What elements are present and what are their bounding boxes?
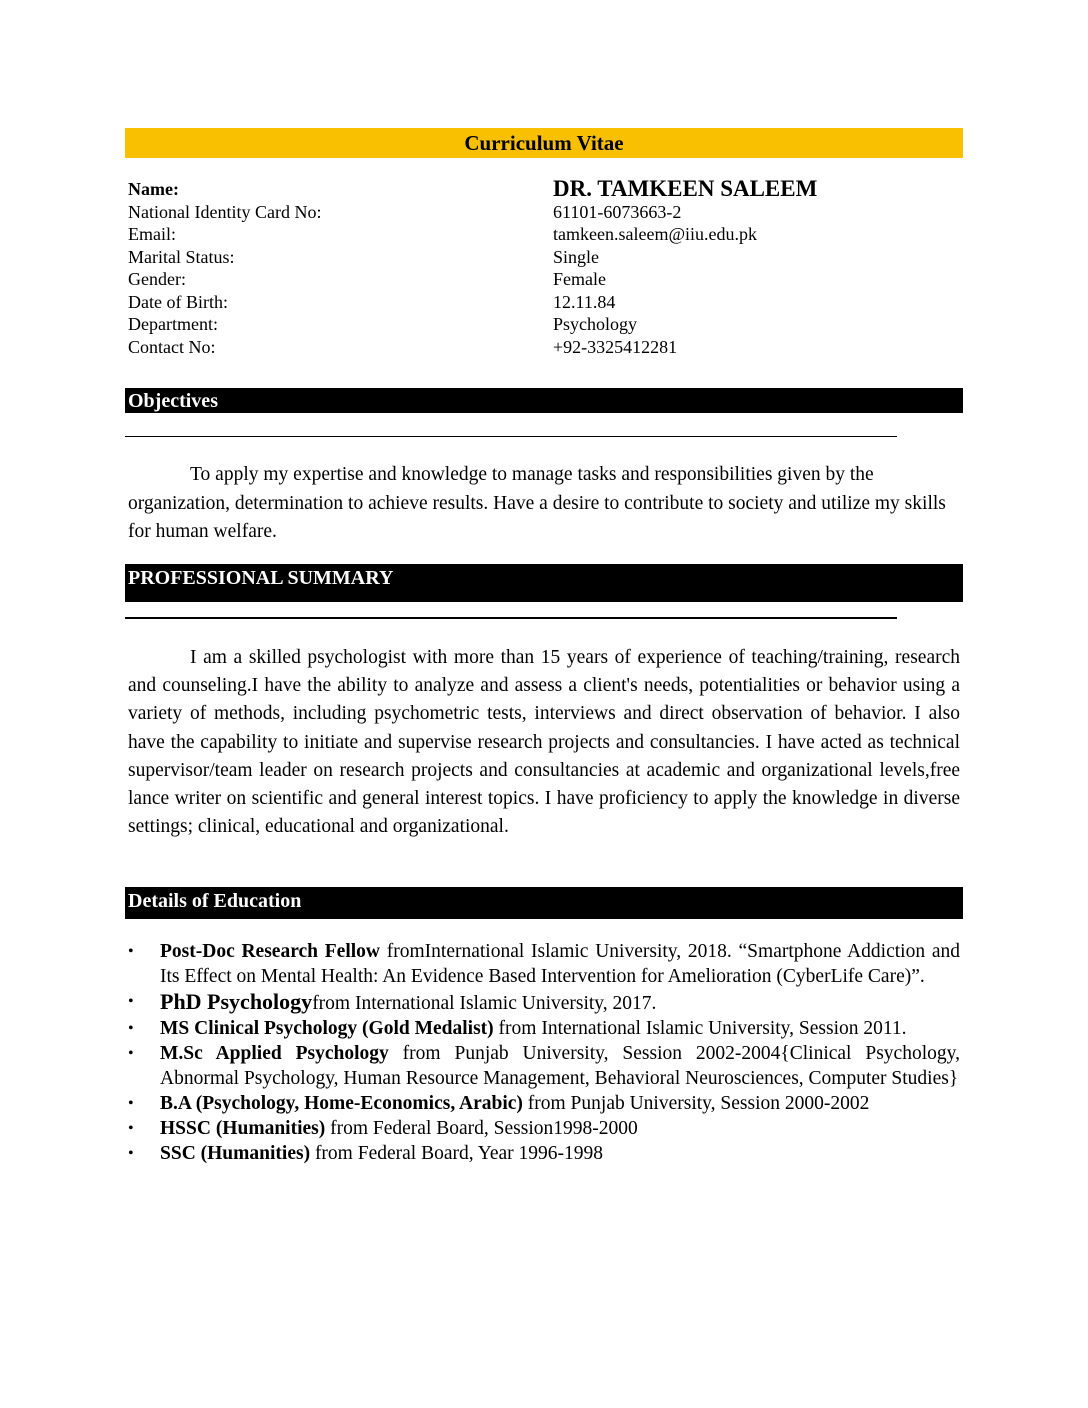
bullet-icon: • — [128, 993, 134, 1010]
personal-info — [128, 178, 963, 358]
info-label: Date of Birth: — [128, 291, 228, 312]
education-list — [128, 939, 960, 1166]
info-label: National Identity Card No: — [128, 201, 322, 222]
education-degree: SSC (Humanities) — [160, 1143, 311, 1164]
education-item — [128, 939, 960, 989]
info-value: Single — [553, 246, 600, 267]
education-detail: from International Islamic University, Session 2011. — [493, 1018, 907, 1039]
education-detail: from International Islamic University, 2017. — [312, 993, 657, 1014]
info-label: Email: — [128, 224, 176, 244]
objectives-divider — [125, 436, 897, 437]
info-row-contact — [128, 336, 963, 359]
info-label: Contact No: — [128, 336, 216, 357]
education-degree: M.Sc Applied Psychology — [160, 1043, 389, 1064]
info-value: Female — [553, 269, 606, 289]
bullet-icon: • — [128, 1045, 134, 1062]
info-value-name: DR. TAMKEEN SALEEM — [553, 176, 818, 201]
info-row-dob — [128, 291, 963, 314]
bullet-icon: • — [128, 943, 134, 960]
education-degree: Post-Doc Research Fellow — [160, 941, 381, 962]
info-value: 61101-6073663-2 — [553, 201, 682, 222]
summary-divider — [125, 617, 897, 619]
bullet-icon: • — [128, 1120, 134, 1137]
summary-text: I am a skilled psychologist with more than 15 years of experience of teaching/training, research and counseling.I have the ability to analyze and assess a client's needs, potentialities or behavior using a variety of methods, including psychometric tests, interviews and direct observation of behavior. I also have the capability to initiate and supervise research projects and consultancies. I have acted as technical supervisor/team leader on research projects and consultancies at academic and organizational levels,free lance writer on scientific and general interest topics. I have proficiency to apply the knowledge in diverse settings; clinical, educational and organizational. — [128, 647, 960, 838]
education-degree: B.A (Psychology, Home-Economics, Arabic) — [160, 1093, 523, 1114]
info-value-email: tamkeen.saleem@iiu.edu.pk — [553, 224, 758, 244]
info-row-department — [128, 313, 963, 336]
info-row-nic — [128, 201, 963, 224]
education-degree: PhD Psychology — [160, 989, 313, 1014]
education-detail: from Punjab University, Session 2000-2002 — [522, 1093, 870, 1114]
education-item — [128, 1016, 960, 1041]
info-row-name — [128, 178, 963, 201]
education-item — [128, 1041, 960, 1091]
info-value: Psychology — [553, 314, 638, 334]
education-degree: HSSC (Humanities) — [160, 1118, 326, 1139]
education-degree: MS Clinical Psychology (Gold Medalist) — [160, 1018, 494, 1039]
education-item — [128, 1091, 960, 1116]
education-detail: fromInternational Islamic University, 2018. “Smartphone Addiction and Its Effect on Mental Health: An Evidence Based Intervention for Amelioration (CyberLife Care)”. — [160, 941, 960, 987]
info-label: Gender: — [128, 269, 186, 289]
education-heading: Details of Education — [125, 887, 963, 919]
info-label: Marital Status: — [128, 246, 235, 267]
bullet-icon: • — [128, 1020, 134, 1037]
education-detail: from Federal Board, Session1998-2000 — [325, 1118, 638, 1139]
education-detail: from Punjab University, Session 2002-2004{Clinical Psychology, Abnormal Psychology, Human Resource Management, Behavioral Neurosciences, Computer Studies} — [160, 1043, 960, 1089]
info-row-email — [128, 223, 963, 246]
info-label: Department: — [128, 314, 218, 334]
info-row-gender — [128, 268, 963, 291]
education-item — [128, 1141, 960, 1166]
bullet-icon: • — [128, 1145, 134, 1162]
education-item — [128, 1116, 960, 1141]
objectives-heading: Objectives — [125, 388, 963, 413]
info-value: +92-3325412281 — [553, 336, 678, 357]
education-item — [128, 989, 960, 1016]
summary-heading: PROFESSIONAL SUMMARY — [125, 564, 963, 602]
cv-title: Curriculum Vitae — [125, 128, 963, 158]
education-detail: from Federal Board, Year 1996-1998 — [310, 1143, 604, 1164]
info-label: Name: — [128, 179, 179, 199]
bullet-icon: • — [128, 1095, 134, 1112]
info-value: 12.11.84 — [553, 291, 616, 312]
objectives-text: To apply my expertise and knowledge to manage tasks and responsibilities given by the organization, determination to achieve results. Have a desire to contribute to society and utilize my skills for human welfare. — [128, 464, 946, 542]
info-row-marital-status — [128, 246, 963, 269]
